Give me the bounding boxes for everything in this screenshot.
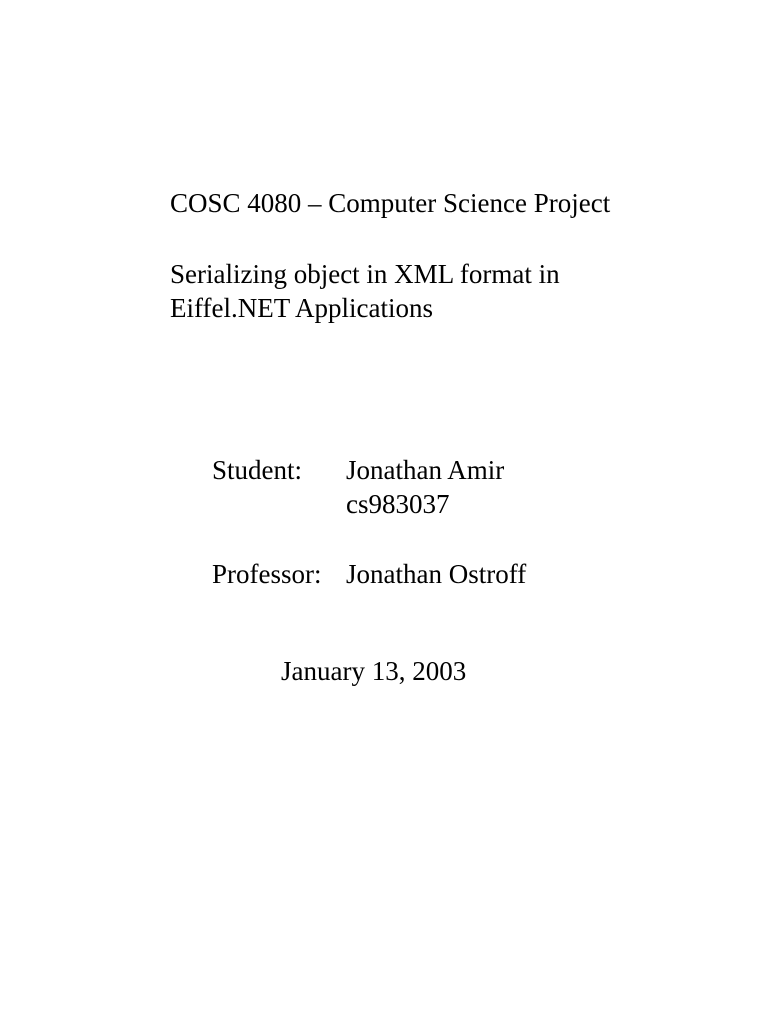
professor-label: Professor: [212,559,322,589]
project-title-line-2: Eiffel.NET Applications [170,293,433,323]
project-title-line-1: Serializing object in XML format in [170,259,560,289]
student-id: cs983037 [346,489,450,519]
course-heading: COSC 4080 – Computer Science Project [170,188,611,218]
student-name: Jonathan Amir [346,455,505,485]
submission-date: January 13, 2003 [281,656,467,686]
student-label: Student: [212,455,303,485]
professor-name: Jonathan Ostroff [346,559,527,589]
project-title [170,257,560,325]
